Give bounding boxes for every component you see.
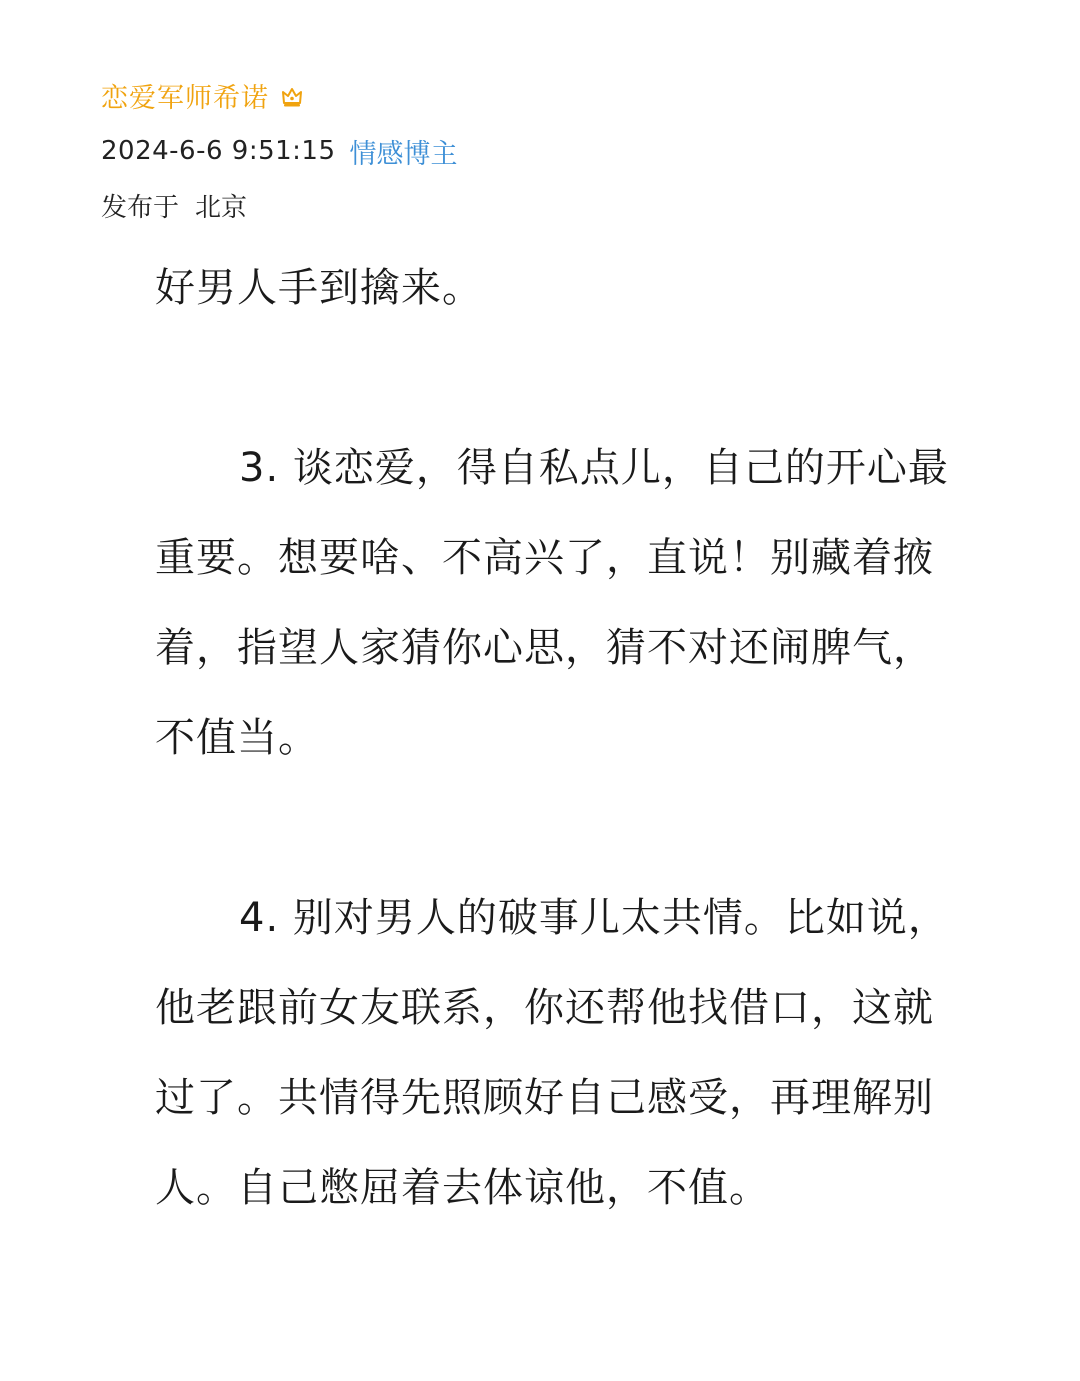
paragraph: 4. 别对男人的破事儿太共情。比如说，他老跟前女友联系，你还帮他找借口，这就过了。共情得先照顾好自己感受，再理解别人。自己憋屈着去体谅他，不值。 xyxy=(155,895,949,1211)
author-row xyxy=(101,72,1001,118)
post-timestamp: 2024-6-6 9:51:15 xyxy=(101,136,336,166)
paragraph: 好男人手到擒来。 xyxy=(155,265,483,311)
paragraph: 3. 谈恋爱，得自私点儿，自己的开心最重要。想要啥、不高兴了，直说！别藏着掖着，指望人家猜你心思，猜不对还闹脾气，不值当。 xyxy=(155,445,949,761)
location-value: 北京 xyxy=(195,192,248,223)
location-label: 发布于 xyxy=(101,192,180,223)
author-name[interactable]: 恋爱军师希诺 xyxy=(101,82,269,114)
post-header xyxy=(101,72,1001,228)
author-tag[interactable]: 情感博主 xyxy=(349,138,458,170)
crown-icon xyxy=(281,84,303,106)
post-location xyxy=(101,182,1001,228)
post-meta xyxy=(101,128,1001,174)
